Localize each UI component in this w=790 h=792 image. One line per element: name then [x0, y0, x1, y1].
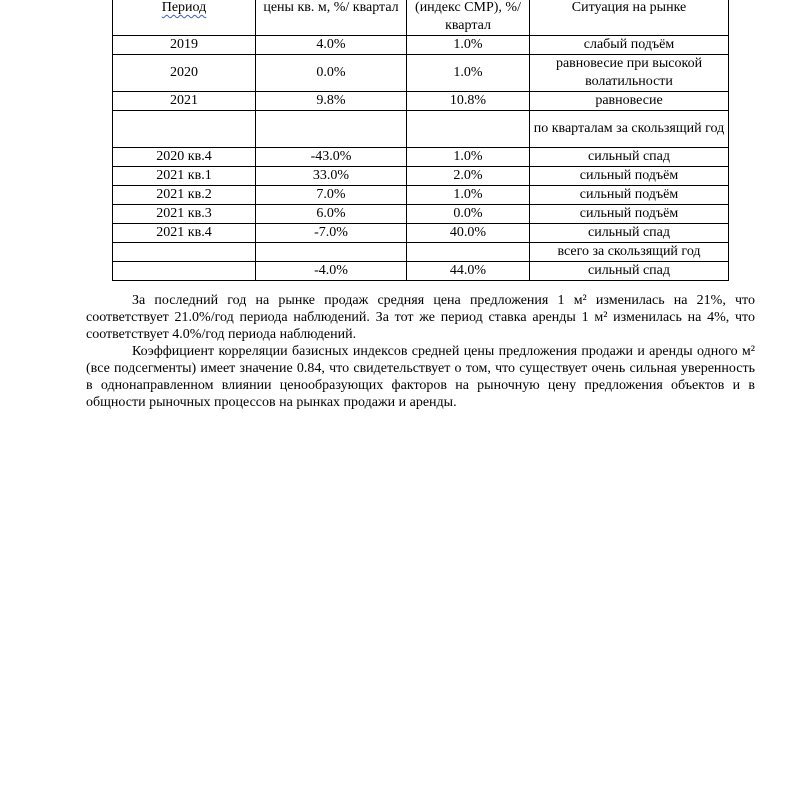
table-row — [113, 55, 729, 92]
body-text — [86, 292, 755, 411]
cell-situation: равновесие — [530, 92, 729, 111]
cell-period: 2021 кв.1 — [113, 167, 256, 186]
cell-price: -4.0% — [256, 262, 407, 281]
cell-price: -7.0% — [256, 224, 407, 243]
cell-situation: сильный подъём — [530, 167, 729, 186]
cell-price: -43.0% — [256, 148, 407, 167]
cell-price — [256, 111, 407, 148]
cell-situation: сильный подъём — [530, 186, 729, 205]
table-row-total — [113, 262, 729, 281]
cell-period: 2019 — [113, 36, 256, 55]
cell-situation: слабый подъём — [530, 36, 729, 55]
paragraph-price-change: За последний год на рынке продаж средняя цена предложения 1 м² изменилась на 21%, что соответствует 21.0%/год периода наблюдений. За тот же период ставка аренды 1 м² изменилась на 4%, что соответствует 4.0%/год периода наблюдений. — [86, 293, 755, 342]
cell-index: 1.0% — [407, 36, 530, 55]
cell-situation: сильный подъём — [530, 205, 729, 224]
cell-index: 10.8% — [407, 92, 530, 111]
cell-situation: сильный спад — [530, 148, 729, 167]
paragraph-correlation: Коэффициент корреляции базисных индексов средней цены предложения продажи и аренды одного м² (все подсегменты) имеет значение 0.84, что свидетельствует о том, что существует очень сильная уверенность в однонаправленном влиянии ценообразующих факторов на рыночную цену предложения объектов и в общности рыночных процессов на рынках продажи и аренды. — [86, 344, 755, 410]
cell-period — [113, 111, 256, 148]
cell-period: 2020 кв.4 — [113, 148, 256, 167]
cell-situation: всего за скользящий год — [530, 243, 729, 262]
cell-price: 33.0% — [256, 167, 407, 186]
header-price-change: цены кв. м, %/ квартал — [256, 0, 407, 36]
table-row — [113, 186, 729, 205]
cell-period: 2021 кв.4 — [113, 224, 256, 243]
cell-price: 0.0% — [256, 55, 407, 92]
cell-situation: по кварталам за скользящий год — [530, 111, 729, 148]
table-row — [113, 205, 729, 224]
cell-index: 40.0% — [407, 224, 530, 243]
cell-index: 1.0% — [407, 55, 530, 92]
header-period: Период — [113, 0, 256, 36]
market-situation-table — [112, 0, 729, 281]
table-row — [113, 148, 729, 167]
cell-index — [407, 111, 530, 148]
cell-price: 7.0% — [256, 186, 407, 205]
cell-index: 0.0% — [407, 205, 530, 224]
cell-situation: сильный спад — [530, 262, 729, 281]
header-index-smr: (индекс СМР), %/квартал — [407, 0, 530, 36]
cell-situation: сильный спад — [530, 224, 729, 243]
table-row — [113, 167, 729, 186]
cell-period: 2021 — [113, 92, 256, 111]
cell-period — [113, 262, 256, 281]
cell-period: 2020 — [113, 55, 256, 92]
cell-period: 2021 кв.3 — [113, 205, 256, 224]
cell-price: 6.0% — [256, 205, 407, 224]
cell-index: 1.0% — [407, 186, 530, 205]
cell-price — [256, 243, 407, 262]
header-situation: Ситуация на рынке — [530, 0, 729, 36]
cell-price: 4.0% — [256, 36, 407, 55]
table-row-subheader — [113, 243, 729, 262]
table-row — [113, 224, 729, 243]
cell-index: 1.0% — [407, 148, 530, 167]
cell-index — [407, 243, 530, 262]
cell-period — [113, 243, 256, 262]
cell-index: 2.0% — [407, 167, 530, 186]
table-row — [113, 92, 729, 111]
table-row — [113, 36, 729, 55]
table-header-row — [113, 0, 729, 36]
cell-period: 2021 кв.2 — [113, 186, 256, 205]
cell-index: 44.0% — [407, 262, 530, 281]
table-row-subheader — [113, 111, 729, 148]
cell-situation: равновесие при высокой волатильности — [530, 55, 729, 92]
cell-price: 9.8% — [256, 92, 407, 111]
